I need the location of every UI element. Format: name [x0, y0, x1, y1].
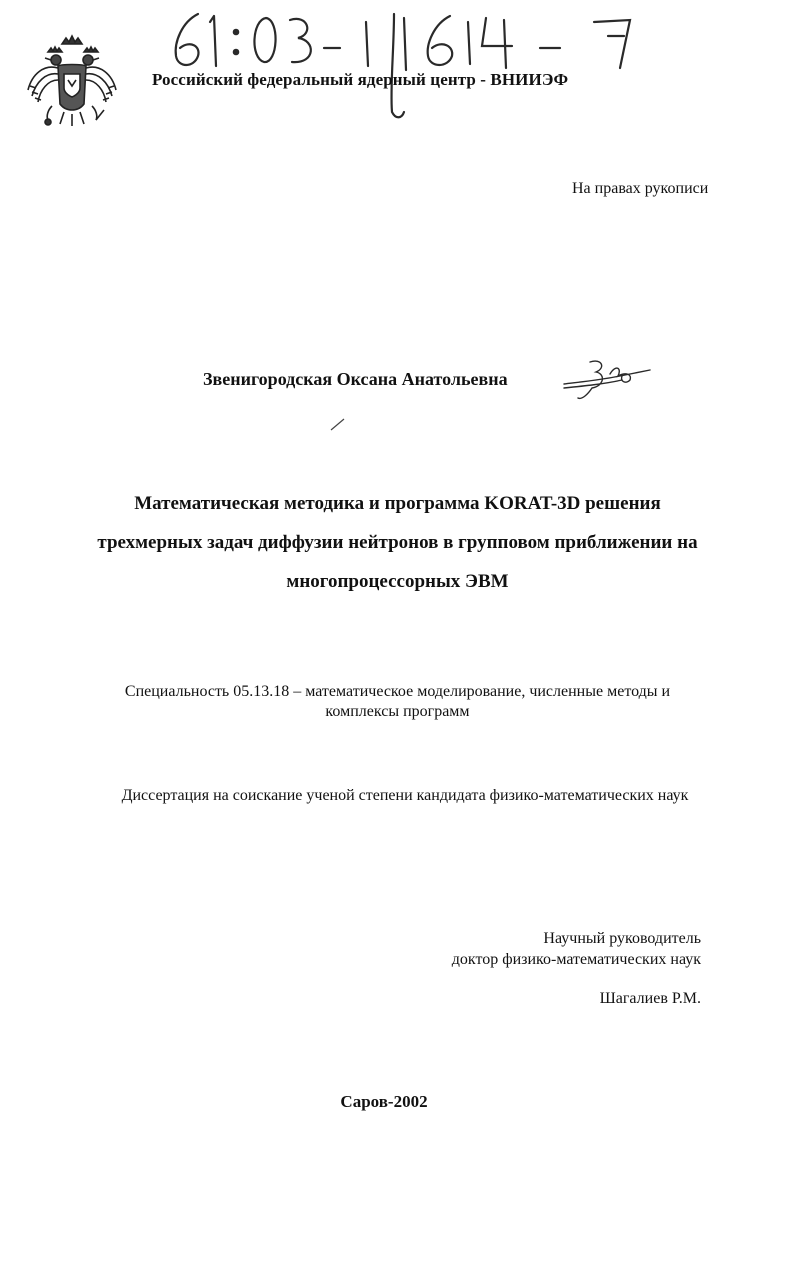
degree-statement: Диссертация на соискание ученой степени кандидата физико-математических наук: [121, 787, 689, 804]
manuscript-rights-note: На правах рукописи: [572, 180, 709, 197]
dissertation-title: [40, 484, 755, 601]
author-signature: [560, 354, 652, 402]
coat-of-arms-emblem: [22, 34, 122, 134]
title-line: многопроцессорных ЭВМ: [286, 571, 509, 592]
author-name: Звенигородская Оксана Анатольевна: [203, 369, 508, 389]
advisor-role: Научный руководитель: [543, 930, 701, 947]
stray-pen-mark: [330, 416, 346, 432]
handwritten-archive-code: [168, 8, 648, 126]
organization-header: Российский федеральный ядерный центр - ВНИИЭФ: [152, 70, 569, 89]
specialty-line: комплексы программ: [325, 703, 470, 720]
advisor-name: Шагалиев Р.М.: [599, 990, 701, 1007]
place-and-year: Саров-2002: [340, 1092, 428, 1111]
specialty-line: Специальность 05.13.18 – математическое моделирование, численные методы и: [124, 683, 671, 700]
specialty-statement: [40, 682, 755, 722]
scientific-advisor-block: [452, 928, 701, 970]
advisor-degree: доктор физико-математических наук: [451, 951, 701, 968]
title-line: трехмерных задач диффузии нейтронов в групповом приближении на: [97, 532, 698, 553]
title-line: Математическая методика и программа KORAT-3D решения: [134, 493, 661, 514]
